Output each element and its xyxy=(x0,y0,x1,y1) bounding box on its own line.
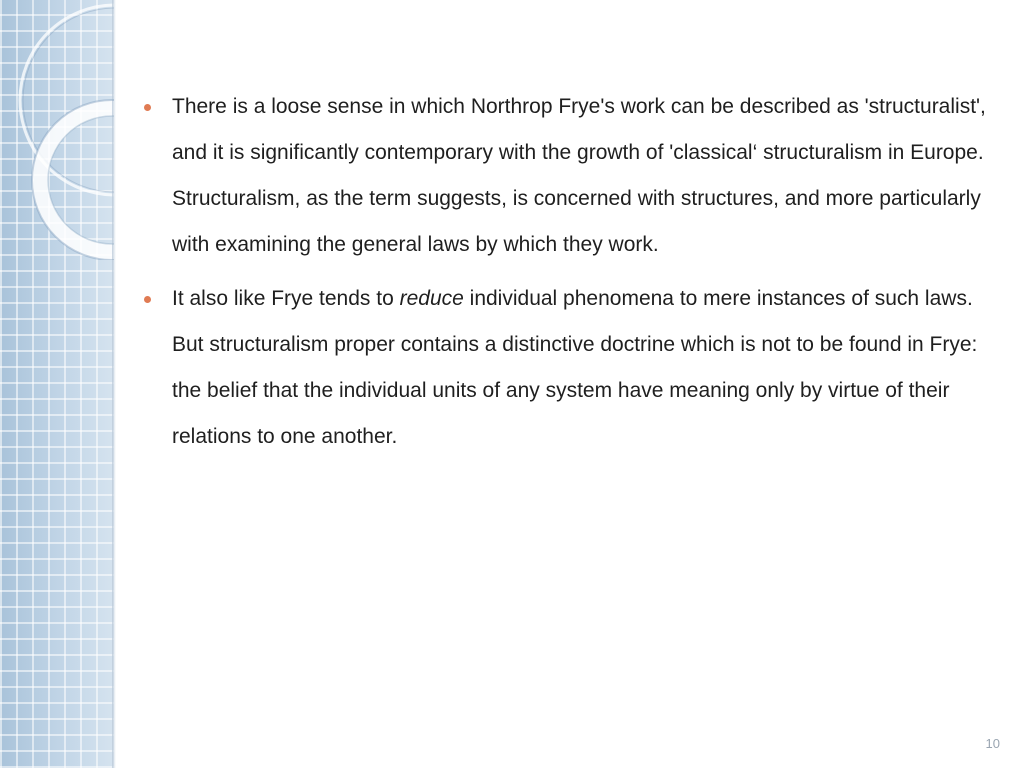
side-panel-edge xyxy=(112,0,116,768)
ring-decoration-icon xyxy=(0,0,114,260)
bullet-text-after: individual phenomena to mere instances of such laws. But structuralism proper contains a distinctive doctrine which is not to be found in Frye: the belief that the individual units of any system have meaning only by virtue of their relations to one another. xyxy=(172,287,978,448)
bullet-item-2 xyxy=(140,276,990,460)
page-number: 10 xyxy=(985,736,1000,751)
bullet-dot-icon xyxy=(144,104,151,111)
bullet-dot-icon xyxy=(144,296,151,303)
bullet-item-1 xyxy=(140,84,990,268)
bullet-text: There is a loose sense in which Northrop Frye's work can be described as 'structuralist', and it is significantly contemporary with the growth of 'classical‘ structuralism in Europe. Structuralism, as the term suggests, is concerned with structures, and more particularly with examining the general laws by which they work. xyxy=(172,95,986,256)
bullet-list xyxy=(140,84,990,460)
decorative-side-panel xyxy=(0,0,114,768)
bullet-text-before: It also like Frye tends to xyxy=(172,287,400,310)
bullet-emphasis: reduce xyxy=(399,287,464,310)
slide-body xyxy=(140,84,990,468)
